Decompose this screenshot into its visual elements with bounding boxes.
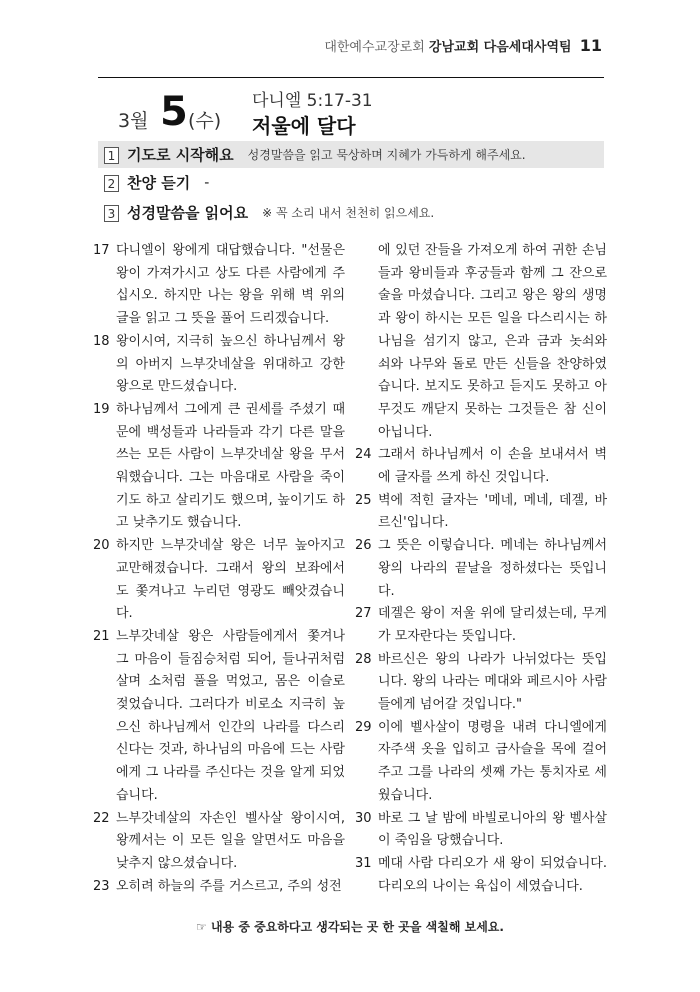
verse	[355, 853, 607, 898]
verse-continuation	[355, 240, 607, 444]
verse-text: 왕이시여, 지극히 높으신 하나님께서 왕의 아버지 느부갓네살을 위대하고 강한 왕으로 만드셨습니다.	[116, 333, 345, 395]
verse-number: 27	[355, 606, 372, 622]
verse-text: 메대 사람 다리오가 새 왕이 되었습니다. 다리오의 나이는 육십이 세였습니다.	[378, 855, 607, 894]
step-note: -	[204, 175, 210, 191]
verse-text: 하나님께서 그에게 큰 권세를 주셨기 때문에 백성들과 나라들과 각기 다른 말을 쓰는 모든 사람이 느부갓네살 왕을 무서워했습니다. 그는 마음대로 사람을 죽이기도 하고 살리기도 했으며, 높이기도 하고 낮추기도 했습니다.	[116, 401, 345, 531]
verse-text: 바로 그 날 밤에 바빌로니아의 왕 벨사살이 죽임을 당했습니다.	[378, 810, 607, 849]
verse-text: 벽에 적힌 글자는 '메네, 메네, 데겔, 바르신'입니다.	[378, 492, 607, 531]
verse	[355, 490, 607, 535]
verse-text: 데겔은 왕이 저울 위에 달리셨는데, 무게가 모자란다는 뜻입니다.	[378, 606, 607, 644]
verse-number: 18	[93, 333, 110, 349]
verse	[355, 444, 607, 489]
verse	[355, 603, 607, 648]
verse-text: 그 뜻은 이렇습니다. 메네는 하나님께서 왕의 나라의 끝날을 정하셨다는 뜻입니다.	[378, 538, 607, 599]
verse	[93, 240, 345, 331]
passage-title: 저울에 달다	[252, 114, 356, 138]
verse	[355, 649, 607, 717]
verse-number: 30	[355, 810, 372, 826]
header-divider	[98, 77, 604, 78]
step-label: 찬양 듣기	[127, 174, 191, 192]
verse-number: 22	[93, 810, 110, 826]
verse-text: 바르신은 왕의 나라가 나뉘었다는 뜻입니다. 왕의 나라는 메대와 페르시아 사람들에게 넘어갈 것입니다."	[378, 651, 607, 713]
verse-text: 이에 벨사살이 명령을 내려 다니엘에게 자주색 옷을 입히고 금사슬을 목에 걸어 주고 그를 나라의 셋째 가는 통치자로 세웠습니다.	[378, 719, 607, 803]
page-number: 11	[579, 36, 602, 55]
verse	[355, 717, 607, 808]
verse	[93, 626, 345, 808]
verse	[93, 535, 345, 626]
date-weekday: (수)	[188, 110, 222, 132]
verse-text: 느부갓네살 왕은 사람들에게서 쫓겨나 그 마음이 들짐승처럼 되어, 들나귀처럼 살며 소처럼 풀을 먹었고, 몸은 이슬로 젖었습니다. 그러다가 비로소 지극히 높으신 하나님께서 인간의 나라를 다스리신다는 것과, 하나님의 마음에 드는 사람에게 그 나라를 주신다는 것을 알게 되었습니다.	[116, 628, 345, 803]
verse-number: 31	[355, 855, 372, 871]
verse	[93, 876, 345, 899]
footer-instruction: ☞ 내용 중 중요하다고 생각되는 곳 한 곳을 색칠해 보세요.	[196, 920, 504, 934]
scripture-column-left	[93, 240, 345, 898]
verse-text: 그래서 하나님께서 이 손을 보내셔서 벽에 글자를 쓰게 하신 것입니다.	[378, 447, 607, 486]
step-label: 기도로 시작해요	[127, 146, 234, 164]
verse-text: 느부갓네살의 자손인 벨사살 왕이시여, 왕께서는 이 모든 일을 알면서도 마음을 낮추지 않으셨습니다.	[116, 810, 345, 871]
step-pray	[98, 141, 604, 168]
step-number-box: 1	[104, 147, 119, 164]
verse	[355, 808, 607, 853]
step-note: 성경말씀을 읽고 묵상하며 지혜가 가득하게 해주세요.	[247, 148, 526, 162]
step-number-box: 3	[104, 205, 119, 222]
verse-text: 하지만 느부갓네살 왕은 너무 높아지고 교만해졌습니다. 그래서 왕의 보좌에서도 쫓겨나고 누리던 영광도 빼앗겼습니다.	[116, 538, 345, 622]
scripture-column-right	[355, 240, 607, 898]
verse-number: 23	[93, 878, 110, 894]
verse-number: 21	[93, 628, 110, 644]
verse-text: 에 있던 잔들을 가져오게 하여 귀한 손님들과 왕비들과 후궁들과 함께 그 잔으로 술을 마셨습니다. 그리고 왕은 왕의 생명과 왕이 하시는 모든 일을 다스리시는 하나님을 섬기지 않고, 은과 금과 놋쇠와 쇠와 나무와 돌로 만든 신들을 찬양하였습니다. 보지도 못하고 듣지도 못하고 아무것도 깨닫지 못하는 그것들은 참 신이 아닙니다.	[378, 243, 607, 440]
step-note: ※ 꼭 소리 내서 천천히 읽으세요.	[262, 206, 435, 220]
header-church: 강남교회 다음세대사역팀	[428, 40, 572, 55]
passage-reference: 다니엘 5:17-31	[252, 91, 373, 111]
verse-number: 19	[93, 401, 110, 417]
verse-number: 17	[93, 243, 110, 258]
verse-number: 20	[93, 538, 110, 554]
verse-number: 25	[355, 492, 372, 508]
date-block	[118, 90, 248, 136]
header-org: 대한예수교장로회	[324, 40, 425, 55]
verse-number: 29	[355, 719, 372, 735]
step-number-box: 2	[104, 175, 119, 192]
verse	[355, 535, 607, 603]
verse	[93, 331, 345, 399]
step-praise	[98, 169, 604, 196]
date-day: 5	[160, 89, 188, 135]
verse-number: 26	[355, 538, 372, 554]
step-label: 성경말씀을 읽어요	[127, 204, 249, 222]
page-header	[0, 36, 602, 55]
verse-text: 다니엘이 왕에게 대답했습니다. "선물은 왕이 가져가시고 상도 다른 사람에게 주십시오. 하지만 나는 왕을 위해 벽 위의 글을 읽고 그 뜻을 풀어 드리겠습니다.	[116, 243, 345, 327]
verse	[93, 808, 345, 876]
date-month: 3월	[118, 110, 149, 132]
verse-number: 28	[355, 651, 372, 667]
verse	[93, 399, 345, 535]
step-read	[98, 199, 604, 226]
verse-text: 오히려 하늘의 주를 거스르고, 주의 성전	[116, 878, 342, 894]
verse-number: 24	[355, 447, 372, 463]
